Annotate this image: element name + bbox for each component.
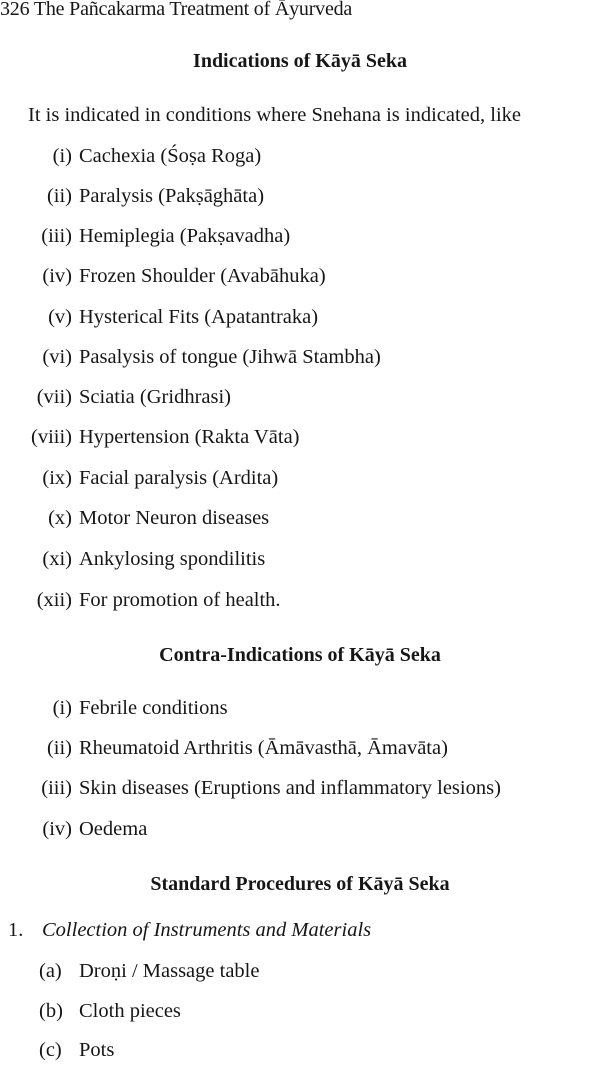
running-title: The Pañcakarma Treatment of Āyurveda — [33, 0, 353, 20]
step-number: 1. — [8, 919, 24, 941]
sub-item-letter: (c) — [39, 1039, 62, 1061]
list-item — [0, 145, 600, 173]
contra-indications-heading: Contra-Indications of Kāyā Seka — [159, 644, 441, 666]
list-item-text: Sciatia (Gridhrasi) — [79, 386, 231, 408]
list-item — [0, 777, 600, 805]
list-item-text: Febrile conditions — [79, 697, 228, 719]
sub-list-item — [0, 1039, 600, 1067]
list-item-text: Paralysis (Pakṣāghāta) — [79, 185, 265, 207]
list-item — [0, 225, 600, 253]
sub-item-letter: (a) — [39, 960, 62, 982]
list-item-number: (ix) — [42, 467, 72, 489]
list-item — [0, 386, 600, 414]
list-item-number: (iv) — [42, 818, 72, 840]
list-item-text: Cachexia (Śoṣa Roga) — [79, 145, 262, 167]
list-item-number: (viii) — [31, 426, 72, 448]
list-item-number: (vii) — [36, 386, 72, 408]
list-item-number: (iii) — [41, 777, 72, 799]
list-item-text: Facial paralysis (Ardita) — [79, 467, 279, 489]
list-item — [0, 467, 600, 495]
list-item-text: Rheumatoid Arthritis (Āmāvasthā, Āmavāta) — [79, 737, 448, 759]
list-item-text: Hypertension (Rakta Vāta) — [79, 426, 300, 448]
list-item-number: (ii) — [46, 185, 72, 207]
list-item-number: (ii) — [46, 737, 72, 759]
page-number: 326 — [0, 0, 30, 20]
list-item-text: Ankylosing spondilitis — [79, 548, 266, 570]
sub-item-text: Droṇi / Massage table — [79, 960, 260, 982]
list-item-text: Motor Neuron diseases — [79, 507, 270, 529]
list-item — [0, 306, 600, 334]
list-item-number: (iv) — [42, 265, 72, 287]
standard-procedures-heading: Standard Procedures of Kāyā Seka — [150, 873, 450, 895]
list-item — [0, 697, 600, 725]
sub-item-text: Pots — [79, 1039, 115, 1061]
list-item-number: (vi) — [42, 346, 72, 368]
indications-heading: Indications of Kāyā Seka — [193, 50, 407, 72]
list-item-number: (x) — [48, 507, 72, 529]
list-item — [0, 426, 600, 454]
list-item-text: For promotion of health. — [79, 589, 281, 611]
list-item — [0, 185, 600, 213]
sub-list-item — [0, 960, 600, 988]
list-item-text: Hemiplegia (Pakṣavadha) — [79, 225, 291, 247]
list-item-number: (i) — [52, 697, 72, 719]
sub-item-letter: (b) — [39, 1000, 63, 1022]
list-item — [0, 346, 600, 374]
indications-intro: It is indicated in conditions where Snehana is indicated, like — [28, 104, 522, 126]
page-header — [0, 0, 352, 21]
list-item-text: Skin diseases (Eruptions and inflammatory lesions) — [79, 777, 501, 799]
list-item-number: (xi) — [42, 548, 72, 570]
list-item-number: (i) — [52, 145, 72, 167]
sub-item-text: Cloth pieces — [79, 1000, 181, 1022]
list-item-text: Hysterical Fits (Apatantraka) — [79, 306, 319, 328]
list-item — [0, 265, 600, 293]
list-item — [0, 818, 600, 846]
list-item-number: (xii) — [36, 589, 72, 611]
list-item-number: (v) — [48, 306, 72, 328]
list-item-text: Pasalysis of tongue (Jihwā Stambha) — [79, 346, 381, 368]
list-item — [0, 737, 600, 765]
list-item — [0, 507, 600, 535]
step-title: Collection of Instruments and Materials — [42, 919, 372, 941]
list-item — [0, 589, 600, 617]
list-item-text: Frozen Shoulder (Avabāhuka) — [79, 265, 326, 287]
sub-list-item — [0, 1000, 600, 1028]
list-item — [0, 548, 600, 576]
list-item-text: Oedema — [79, 818, 148, 840]
list-item-number: (iii) — [41, 225, 72, 247]
